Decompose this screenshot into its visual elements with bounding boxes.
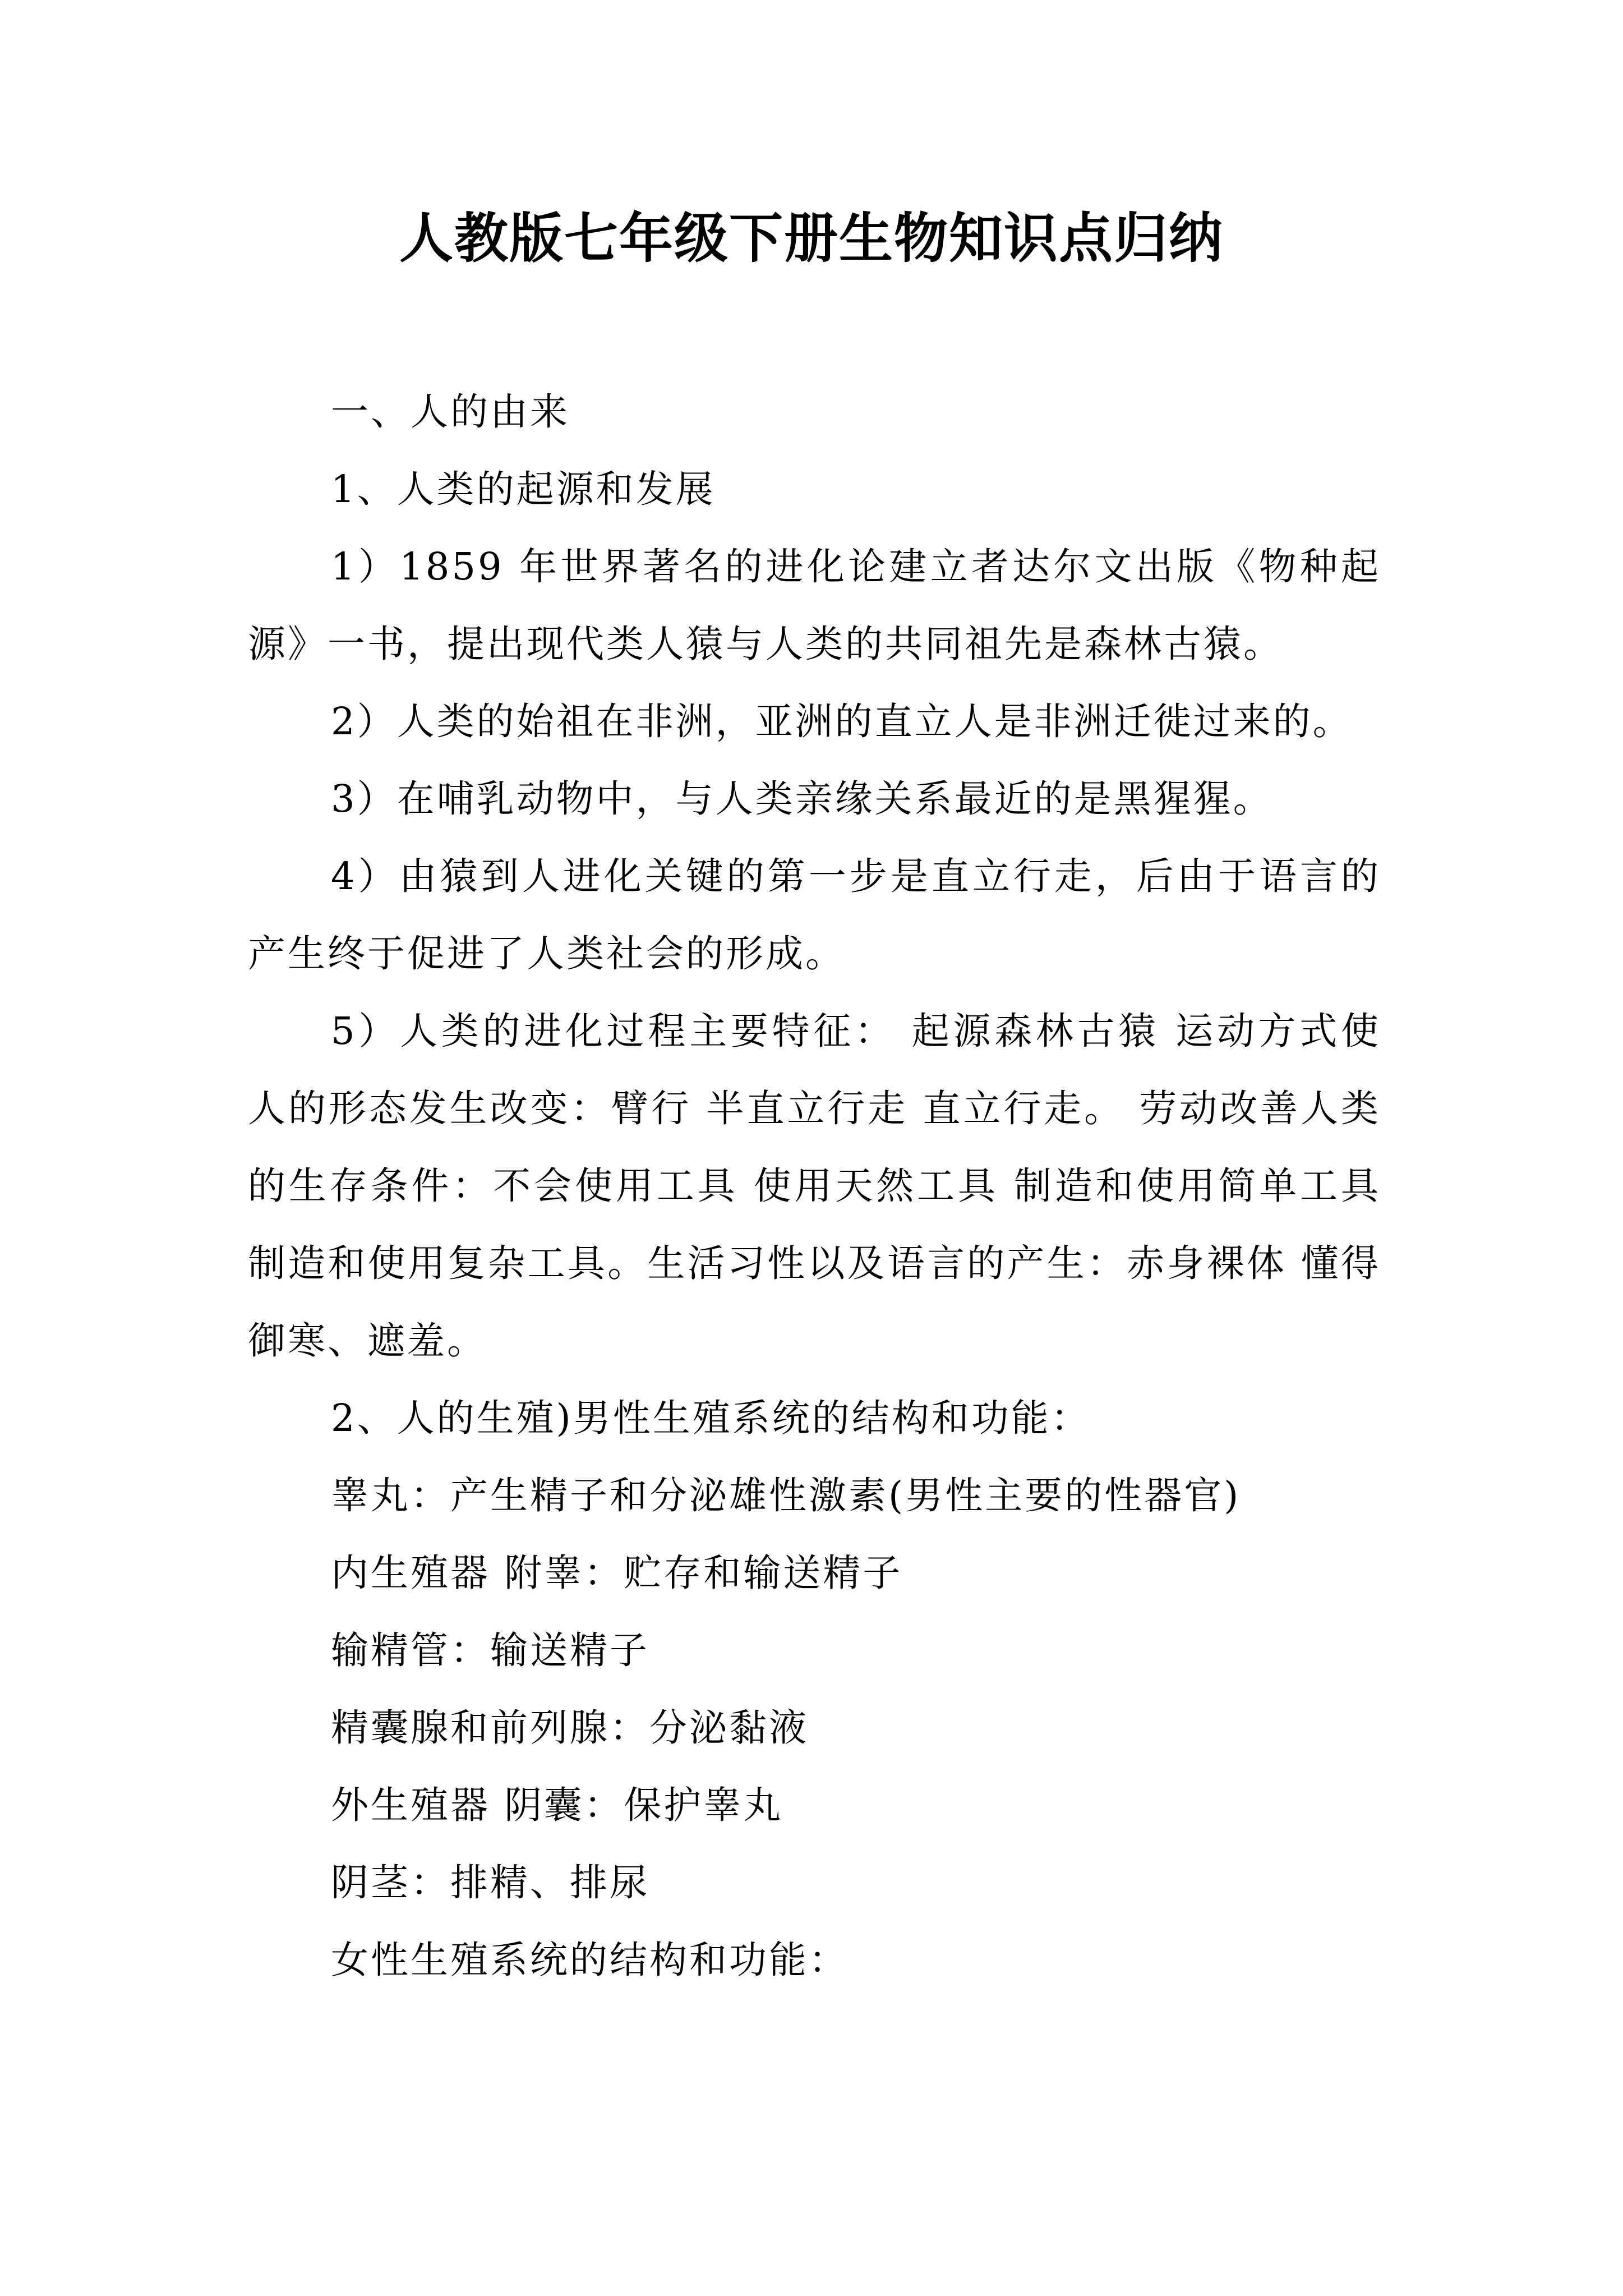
subsection-heading: 1、人类的起源和发展: [331, 467, 716, 511]
paragraph: 精囊腺和前列腺：分泌黏液: [331, 1706, 809, 1750]
paragraph: 外生殖器 阴囊：保护睾丸: [331, 1783, 783, 1827]
subsection-heading: 2、人的生殖)男性生殖系统的结构和功能：: [331, 1396, 1091, 1440]
document-body: [248, 373, 1381, 1999]
paragraph: 阴茎：排精、排尿: [331, 1861, 649, 1904]
paragraph: 输精管：输送精子: [331, 1628, 649, 1672]
paragraph: 2）人类的始祖在非洲，亚洲的直立人是非洲迁徙过来的。: [331, 700, 1353, 743]
paragraph: 女性生殖系统的结构和功能：: [331, 1938, 849, 1982]
paragraph: 4）由猿到人进化关键的第一步是直立行走，后由于语言的产生终于促进了人类社会的形成。: [248, 854, 1381, 976]
paragraph: 睾丸：产生精子和分泌雄性激素(男性主要的性器官): [331, 1474, 1241, 1517]
paragraph: 5）人类的进化过程主要特征： 起源森林古猿 运动方式使人的形态发生改变：臂行 半直立行走 直立行走。 劳动改善人类的生存条件：不会使用工具 使用天然工具 制造和使用简单工具 制造和使用复杂工具。生活习性以及语言的产生：赤身裸体 懂得御寒、遮羞。: [248, 1009, 1381, 1363]
section-heading: 一、人的由来: [331, 390, 570, 434]
document-title: 人教版七年级下册生物知识点归纳: [399, 206, 1224, 270]
paragraph: 内生殖器 附睾：贮存和输送精子: [331, 1551, 903, 1595]
paragraph: 3）在哺乳动物中，与人类亲缘关系最近的是黑猩猩。: [331, 777, 1273, 821]
paragraph: 1）1859 年世界著名的进化论建立者达尔文出版《物种起源》一书，提出现代类人猿与人类的共同祖先是森林古猿。: [248, 545, 1381, 666]
